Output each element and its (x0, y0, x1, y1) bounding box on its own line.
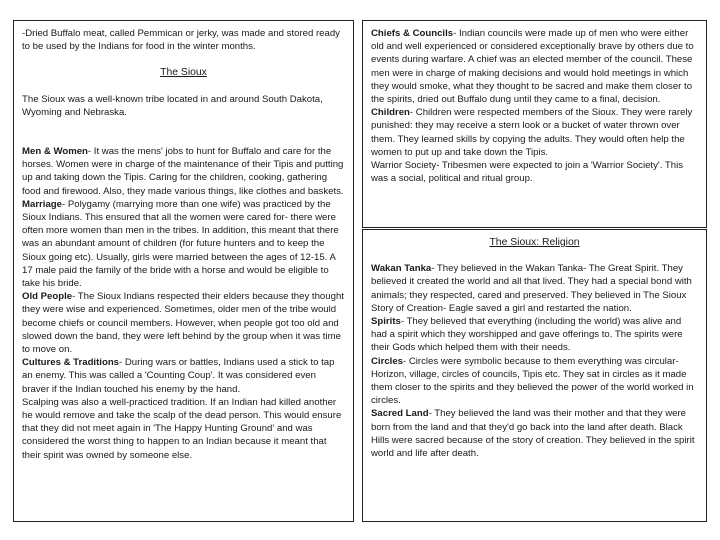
spirits-text: - They believed that everything (including the world) was alive and had a spirit which they worshipped and gave offerings to. The spirits were their Gods which helped them with their needs. (371, 316, 683, 354)
religion-heading: The Sioux: Religion (489, 237, 580, 248)
old-people-text: - The Sioux Indians respected their elders because they thought they were wise and experienced. Sometimes, older men of the tribe would become chiefs or council members. However, when people got too old and slowed down the band, they were left behind by the group when it was time to move on. (22, 291, 344, 356)
children-text: - Children were respected members of the Sioux. They were rarely punished: they may receive a stern look or a bucket of water thrown over them. They learned skills by copying the adults. They would often help the women to put up and take down the Tipis. (371, 107, 693, 158)
chiefs-text: - Indian councils were made up of men who were either old and well experienced or considered exceptionally brave by others due to events during warfare. A chief was an elected member of the council. These men were in charge of making decisions and would hold meetings in which they would smoke, what they thought to be sacred and make them closer to the spirits, dried out Buffalo dung until they came to a final, decision. (371, 28, 694, 106)
pemmican-paragraph: -Dried Buffalo meat, called Pemmican or jerky, was made and stored ready to be used by the Indians for food in the winter months. (22, 28, 340, 53)
left-text-panel (13, 20, 354, 522)
chiefs-label: Chiefs & Councils (371, 28, 454, 39)
marriage-paragraph (22, 198, 345, 290)
spirits-label: Spirits (371, 316, 401, 328)
spacer (22, 80, 345, 93)
old-people-paragraph (22, 290, 345, 356)
circles-label: Circles (371, 355, 403, 367)
men-women-paragraph (22, 145, 345, 198)
cultures-label: Cultures & Traditions (22, 357, 120, 369)
scalping-paragraph: Scalping was also a well-practiced tradition. If an Indian had killed another he would remove and take the scalp of the dead person. This would ensure that they did not meet again in 'The Happy Hunting Ground' and was considered the worst thing to happen to an Indian because it meant that their spirit was owned by someone else. (22, 396, 342, 461)
cultures-paragraph (22, 356, 345, 396)
right-bottom-text-panel (362, 229, 707, 522)
sacred-land-text: - They believed the land was their mother and that they were born from the land and that they'd go back into the land after death. Black Hills were sacred because of the story of creation. They believed in the spirit world and life after death. (371, 408, 695, 460)
spacer (371, 249, 698, 262)
sioux-location-paragraph: The Sioux was a well-known tribe located in and around South Dakota, Wyoming and Nebraska. (22, 93, 323, 118)
marriage-label: Marriage (22, 198, 62, 210)
spacer (22, 119, 345, 132)
old-people-label: Old People (22, 291, 73, 303)
men-women-text: - It was the mens' jobs to hunt for Buffalo and care for the horses. Women were in charge of the maintenance of their Tipis and putting up and taking down the Tipis. Caring for the children, cooking, gathering food and firewood. Also, they made various things, like clothes and baskets. (22, 146, 344, 197)
sacred-land-paragraph (371, 407, 698, 460)
wakan-paragraph (371, 262, 698, 315)
sioux-heading: The Sioux (160, 67, 207, 79)
children-label: Children (371, 107, 410, 119)
warrior-society-paragraph: Warrior Society- Tribesmen were expected to join a 'Warrior Society'. This was a social, political and ritual group. (371, 160, 684, 185)
circles-text: - Circles were symbolic because to them everything was circular- Horizon, village, circles of councils, Tipis etc. They sat in circles as it made them closer to the spirits and they believed the power of the world worked in circles. (371, 355, 694, 407)
spacer (22, 53, 345, 66)
circles-paragraph (371, 355, 698, 408)
marriage-text: - Polygamy (marrying more than one wife) was practiced by the Sioux Indians. This ensured that all the women were cared for- there were often more women than men in the tribes. In addition, this meant that there was an abundant amount of children (for future hunters and to keep the Sioux going etc). Usually, girls were married between the ages of 12-15. A 17 male paid the family of the bride with a horse and would be eligible to take his bride. (22, 198, 339, 290)
cultures-text: - During wars or battles, Indians used a stick to tap an enemy. This was called a 'Counting Coup'. It was considered even braver if the Indian touched his enemy by the hand. (22, 357, 335, 395)
chiefs-paragraph (371, 27, 698, 106)
spirits-paragraph (371, 315, 698, 355)
right-top-text-panel (362, 20, 707, 228)
wakan-text: - They believed in the Wakan Tanka- The Great Spirit. They believed it created the world and all that lived. They had a special bond with animals; they respected, cared and preserved. They believed in The Sioux Story of Creation- Eagle saved a girl and restarted the nation. (371, 263, 692, 314)
wakan-label: Wakan Tanka (371, 263, 432, 275)
spacer (22, 132, 345, 145)
sacred-land-label: Sacred Land (371, 408, 429, 420)
men-women-label: Men & Women (22, 146, 88, 158)
children-paragraph (371, 106, 698, 159)
